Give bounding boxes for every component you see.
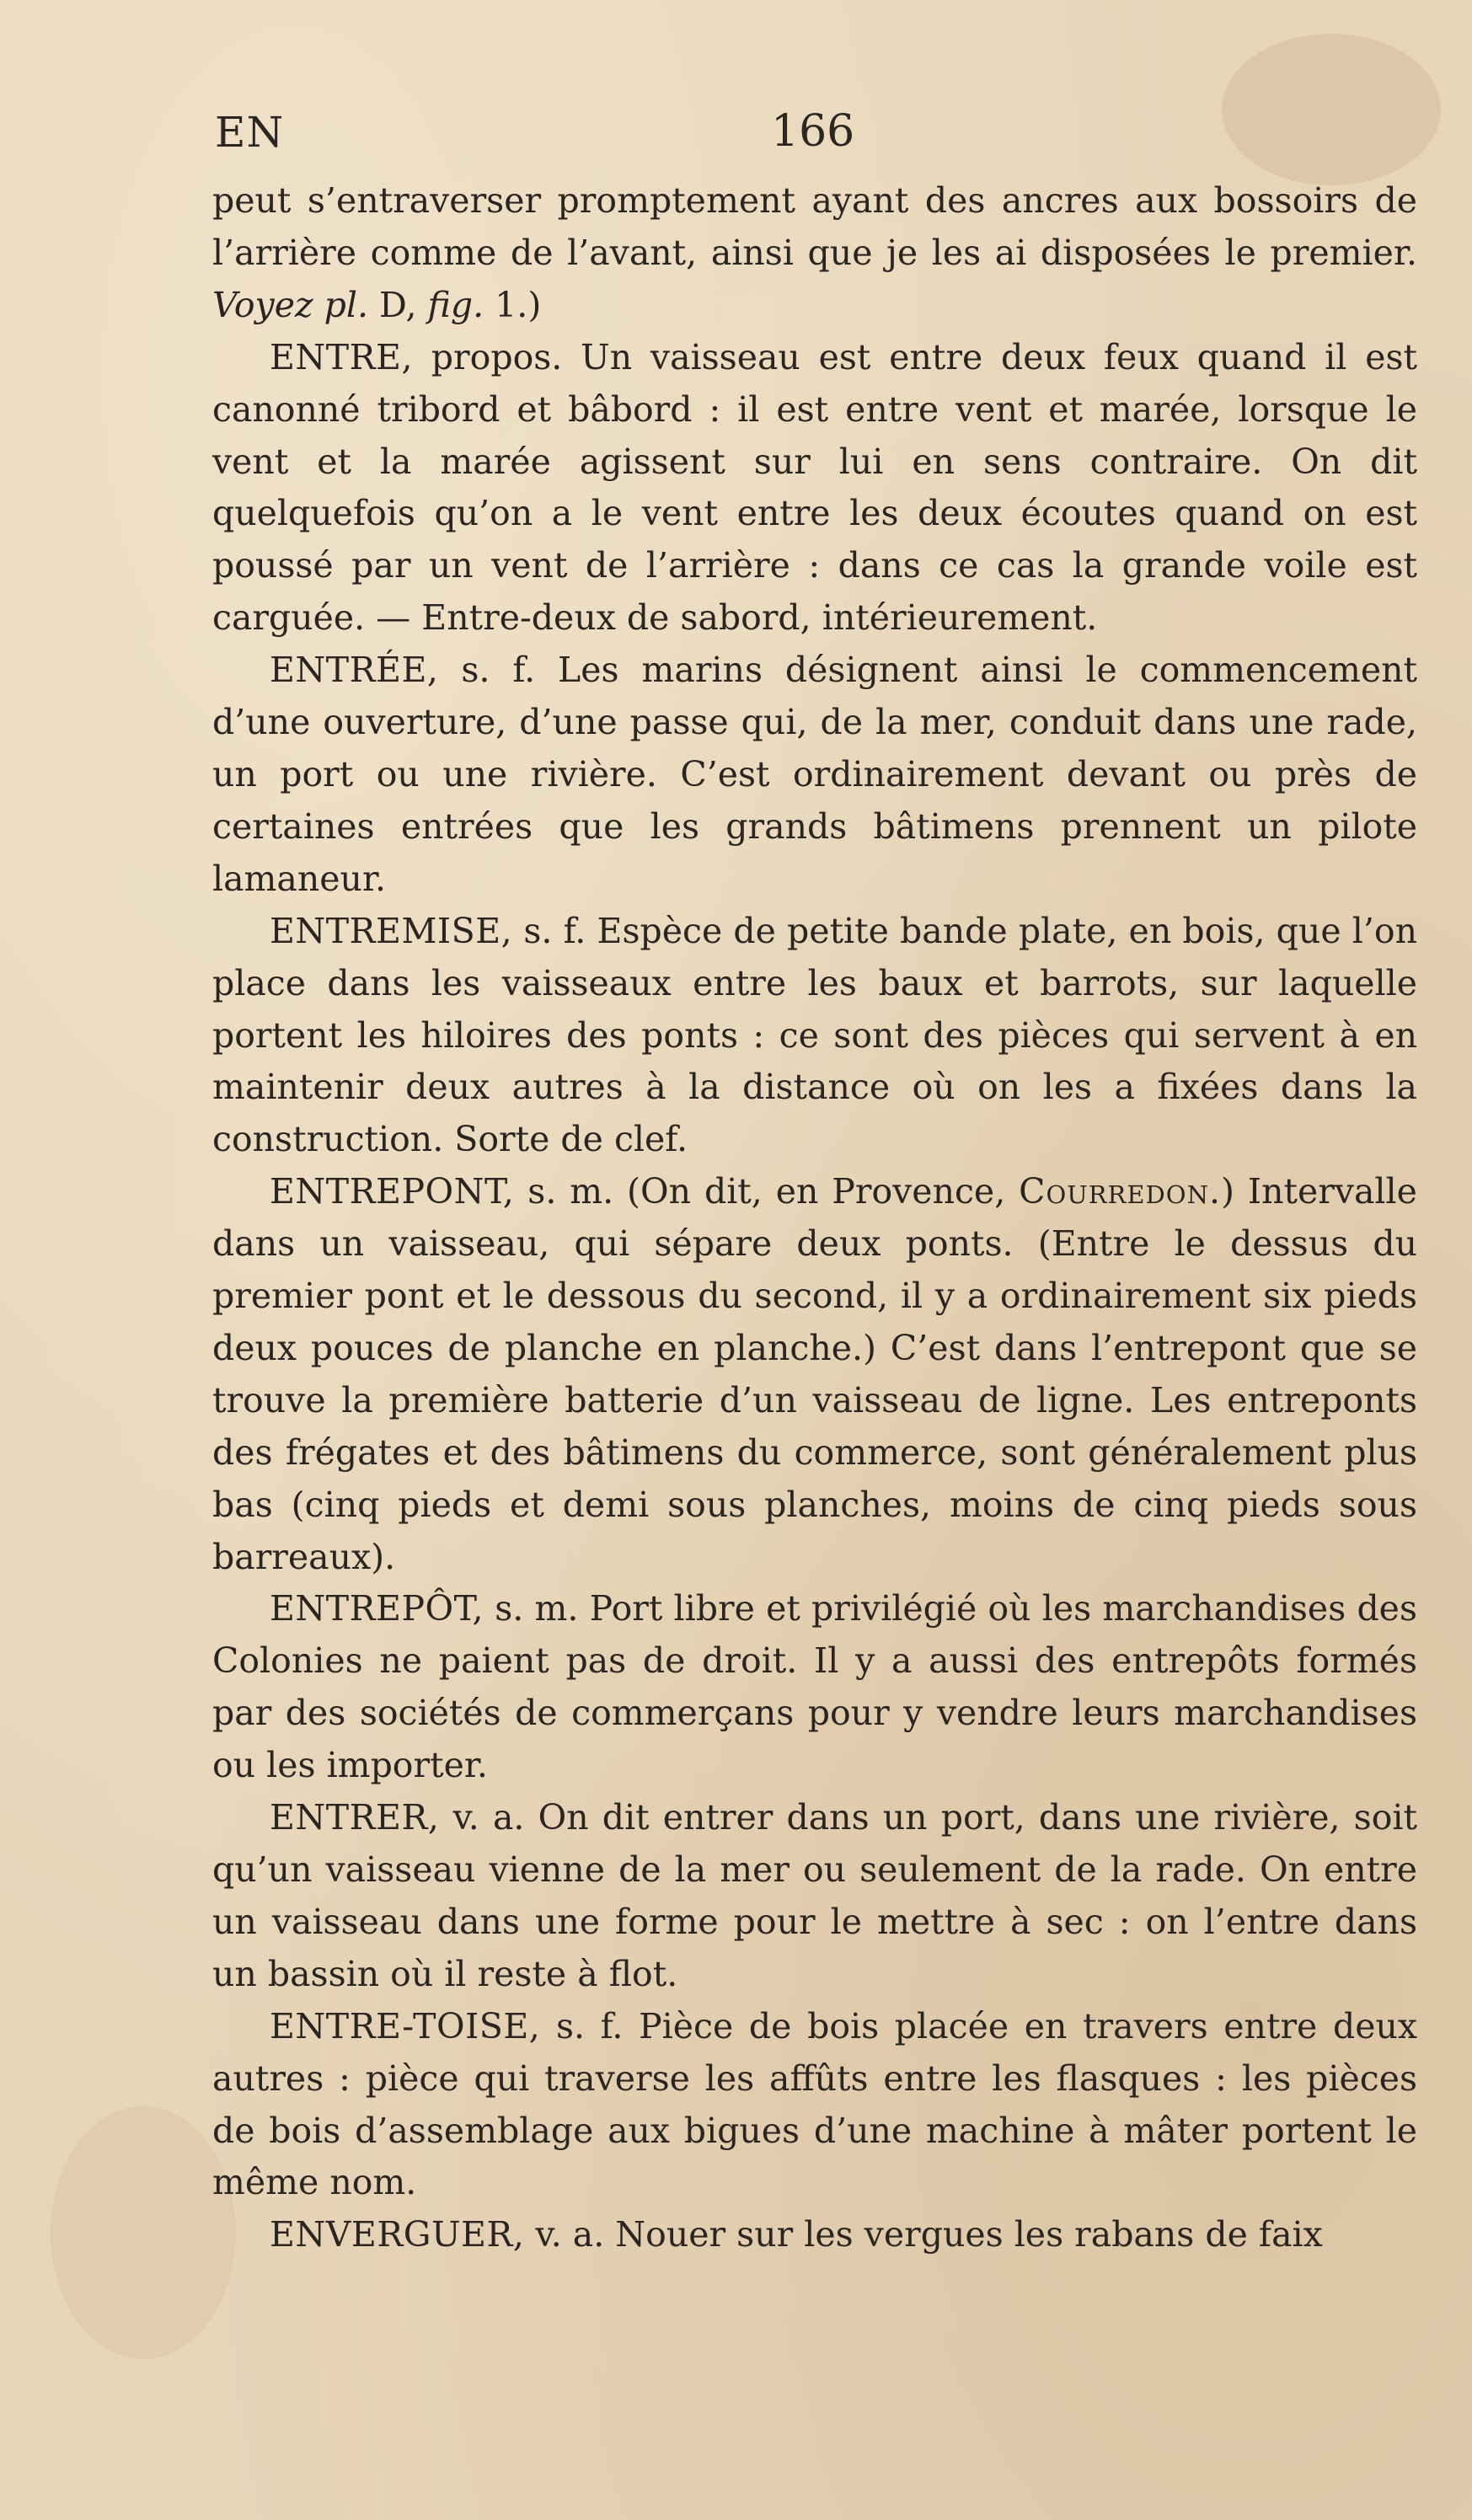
part-of-speech: s. f. (461, 650, 536, 691)
headword: ENTRE, (270, 336, 413, 377)
continuation-text: peut s’entraverser promptement ayant des ancres aux bossoirs de l’arrière comme de l’avant, ainsi que je les ai disposées le premier. (212, 180, 1417, 273)
part-of-speech: propos. (431, 336, 563, 377)
definition: Un vaisseau est entre deux feux quand il est canonné tribord et bâbord : il est entre vent et marée, lorsque le vent et la marée agissent sur lui en sens contraire. On dit quelquefois qu’on a le vent entre les deux écoutes quand on est poussé par un vent de l’arrière : dans ce cas la grande voile est carguée. — Entre-deux de sabord, intérieurement. (212, 336, 1417, 639)
definition: Pièce de bois placée en travers entre deux autres : pièce qui traverse les affûts entre les flasques : les pièces de bois d’assemblage aux bigues d’une machine à mâter portent le même nom. (212, 2005, 1417, 2203)
dictionary-entry-entre (212, 332, 1417, 645)
headword: ENTRER, (270, 1797, 440, 1838)
definition: Les marins désignent ainsi le commencement d’une ouverture, d’une passe qui, de la mer, conduit dans une rade, un port ou une rivière. C’est ordinairement devant ou près de certaines entrées que les grands bâtimens prennent un pilote lamaneur. (212, 650, 1417, 899)
regional-term: Courredon. (1019, 1171, 1221, 1212)
dictionary-entry-entre-toise (212, 2001, 1417, 2210)
plate-reference: Voyez pl. (212, 284, 368, 325)
definition: Intervalle dans un vaisseau, qui sépare deux ponts. (Entre le dessus du premier pont et le dessous du second, il y a ordinairement six pieds deux pouces de planche en planche.) C’est dans l’entrepont que se trouve la première batterie d’un vaisseau de ligne. Les entreponts des frégates et des bâtimens du commerce, sont généralement plus bas (cinq pieds et demi sous planches, moins de cinq pieds sous barreaux). (212, 1171, 1417, 1577)
part-of-speech: v. a. (535, 2214, 605, 2255)
figure-number: 1.) (495, 284, 542, 325)
regional-note-end: ) (1220, 1171, 1234, 1212)
section-letters: EN (215, 108, 285, 157)
page-text (212, 175, 1417, 2261)
definition: Espèce de petite bande plate, en bois, que l’on place dans les vaisseaux entre les baux et barrots, sur laquelle portent les hiloires des ponts : ce sont des pièces qui servent à en maintenir deux autres à la distance où on les a fixées dans la construction. Sorte de clef. (212, 910, 1417, 1160)
part-of-speech: s. f. (523, 910, 586, 951)
dictionary-entry-entrepont (212, 1166, 1417, 1583)
continuation-paragraph (212, 175, 1417, 332)
dictionary-entry-entrepot (212, 1583, 1417, 1792)
plate-letter: D, (379, 284, 417, 325)
headword: ENTREPONT, (270, 1171, 515, 1212)
definition: Port libre et privilégié où les marchandises des Colonies ne paient pas de droit. Il y a aussi des entrepôts formés par des sociétés de commerçans pour y vendre leurs marchandises ou les importer. (212, 1588, 1417, 1786)
page-number: 166 (771, 106, 855, 157)
part-of-speech: s. m. (527, 1171, 614, 1212)
headword: ENTRE-TOISE, (270, 2005, 541, 2046)
paper-stain (51, 2106, 236, 2359)
part-of-speech: s. m. (495, 1588, 579, 1629)
running-head (215, 108, 1411, 167)
dictionary-entry-entree (212, 645, 1417, 906)
figure-reference: fig. (427, 284, 484, 325)
headword: ENTREPÔT, (270, 1588, 484, 1629)
definition: Nouer sur les vergues les rabans de faix (615, 2214, 1323, 2255)
headword: ENVERGUER, (270, 2214, 525, 2255)
part-of-speech: v. a. (452, 1797, 525, 1838)
headword: ENTREMISE, (270, 910, 513, 951)
dictionary-entry-enverguer (212, 2209, 1417, 2261)
part-of-speech: s. f. (555, 2005, 624, 2046)
dictionary-entry-entremise (212, 906, 1417, 1167)
regional-note: (On dit, en Provence, (627, 1171, 1006, 1212)
dictionary-entry-entrer (212, 1792, 1417, 2001)
headword: ENTRÉE, (270, 650, 439, 691)
definition: On dit entrer dans un port, dans une rivière, soit qu’un vaisseau vienne de la mer ou seulement de la rade. On entre un vaisseau dans une forme pour le mettre à sec : on l’entre dans un bassin où il reste à flot. (212, 1797, 1417, 1994)
